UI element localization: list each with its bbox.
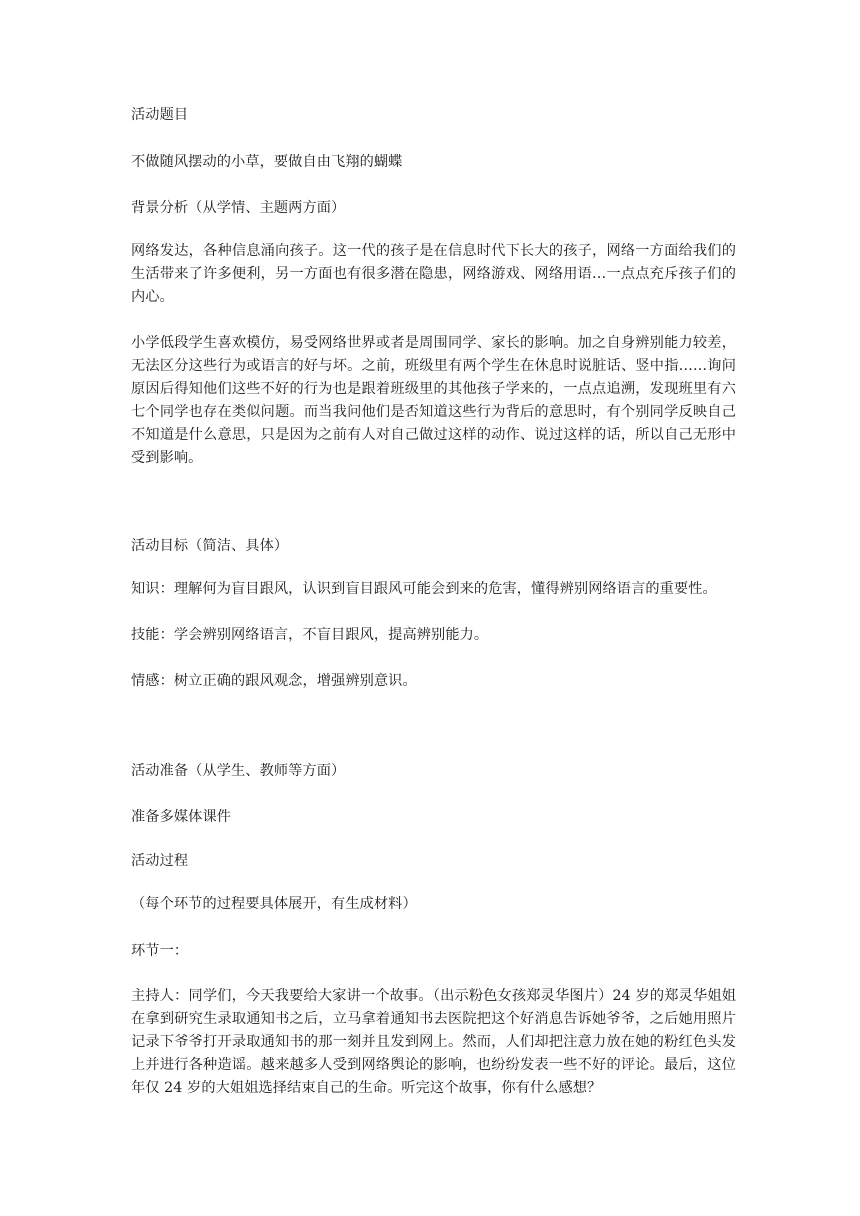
- goal-skill: 技能：学会辨别网络语言，不盲目跟风，提高辨别能力。: [131, 627, 489, 643]
- activity-title: 不做随风摆动的小草，要做自由飞翔的蝴蝶: [131, 154, 403, 170]
- goal-knowledge: 知识：理解何为盲目跟风，认识到盲目跟风可能会到来的危害，懂得辨别网络语言的重要性。: [131, 581, 717, 597]
- activity-title-heading: 活动题目: [131, 107, 189, 123]
- preparation-content: 准备多媒体课件: [131, 809, 232, 825]
- background-paragraph-2: 小学低段学生喜欢模仿，易受网络世界或者是周围同学、家长的影响。加之自身辨别能力较差，无法区分这些行为或语言的好与坏。之前，班级里有两个学生在休息时说脏话、竖中指……询问原因后得知他们这些不好的行为也是跟着班级里的其他孩子学来的，一点点追溯，发现班里有六七个同学也存在类似问题。而当我问他们是否知道这些行为背后的意思时，有个别同学反映自己不知道是什么意思，只是因为之前有人对自己做过这样的动作、说过这样的话，所以自己无形中受到影响。: [131, 335, 736, 466]
- step1-heading: 环节一：: [131, 943, 189, 959]
- background-heading: 背景分析（从学情、主题两方面）: [131, 200, 346, 216]
- step1-content: 主持人：同学们，今天我要给大家讲一个故事。（出示粉色女孩郑灵华图片）24 岁的郑灵华姐姐在拿到研究生录取通知书之后，立马拿着通知书去医院把这个好消息告诉她爷爷，之后她用照片记录下爷爷打开录取通知书的那一刻并且发到网上。然而，人们却把注意力放在她的粉红色头发上并进行各种造谣。越来越多人受到网络舆论的影响，也纷纷发表一些不好的评论。最后，这位年仅 24 岁的大姐姐选择结束自己的生命。听完这个故事，你有什么感想？: [131, 988, 736, 1096]
- goal-emotion: 情感：树立正确的跟风观念，增强辨别意识。: [131, 673, 417, 689]
- process-heading: 活动过程: [131, 853, 189, 869]
- background-paragraph-1: 网络发达，各种信息涌向孩子。这一代的孩子是在信息时代下长大的孩子，网络一方面给我们的生活带来了许多便利，另一方面也有很多潜在隐患，网络游戏、网络用语…一点点充斥孩子们的内心。: [131, 243, 736, 305]
- preparation-heading: 活动准备（从学生、教师等方面）: [131, 763, 346, 779]
- process-note: （每个环节的过程要具体展开，有生成材料）: [131, 896, 417, 912]
- goals-heading: 活动目标（简洁、具体）: [131, 538, 289, 554]
